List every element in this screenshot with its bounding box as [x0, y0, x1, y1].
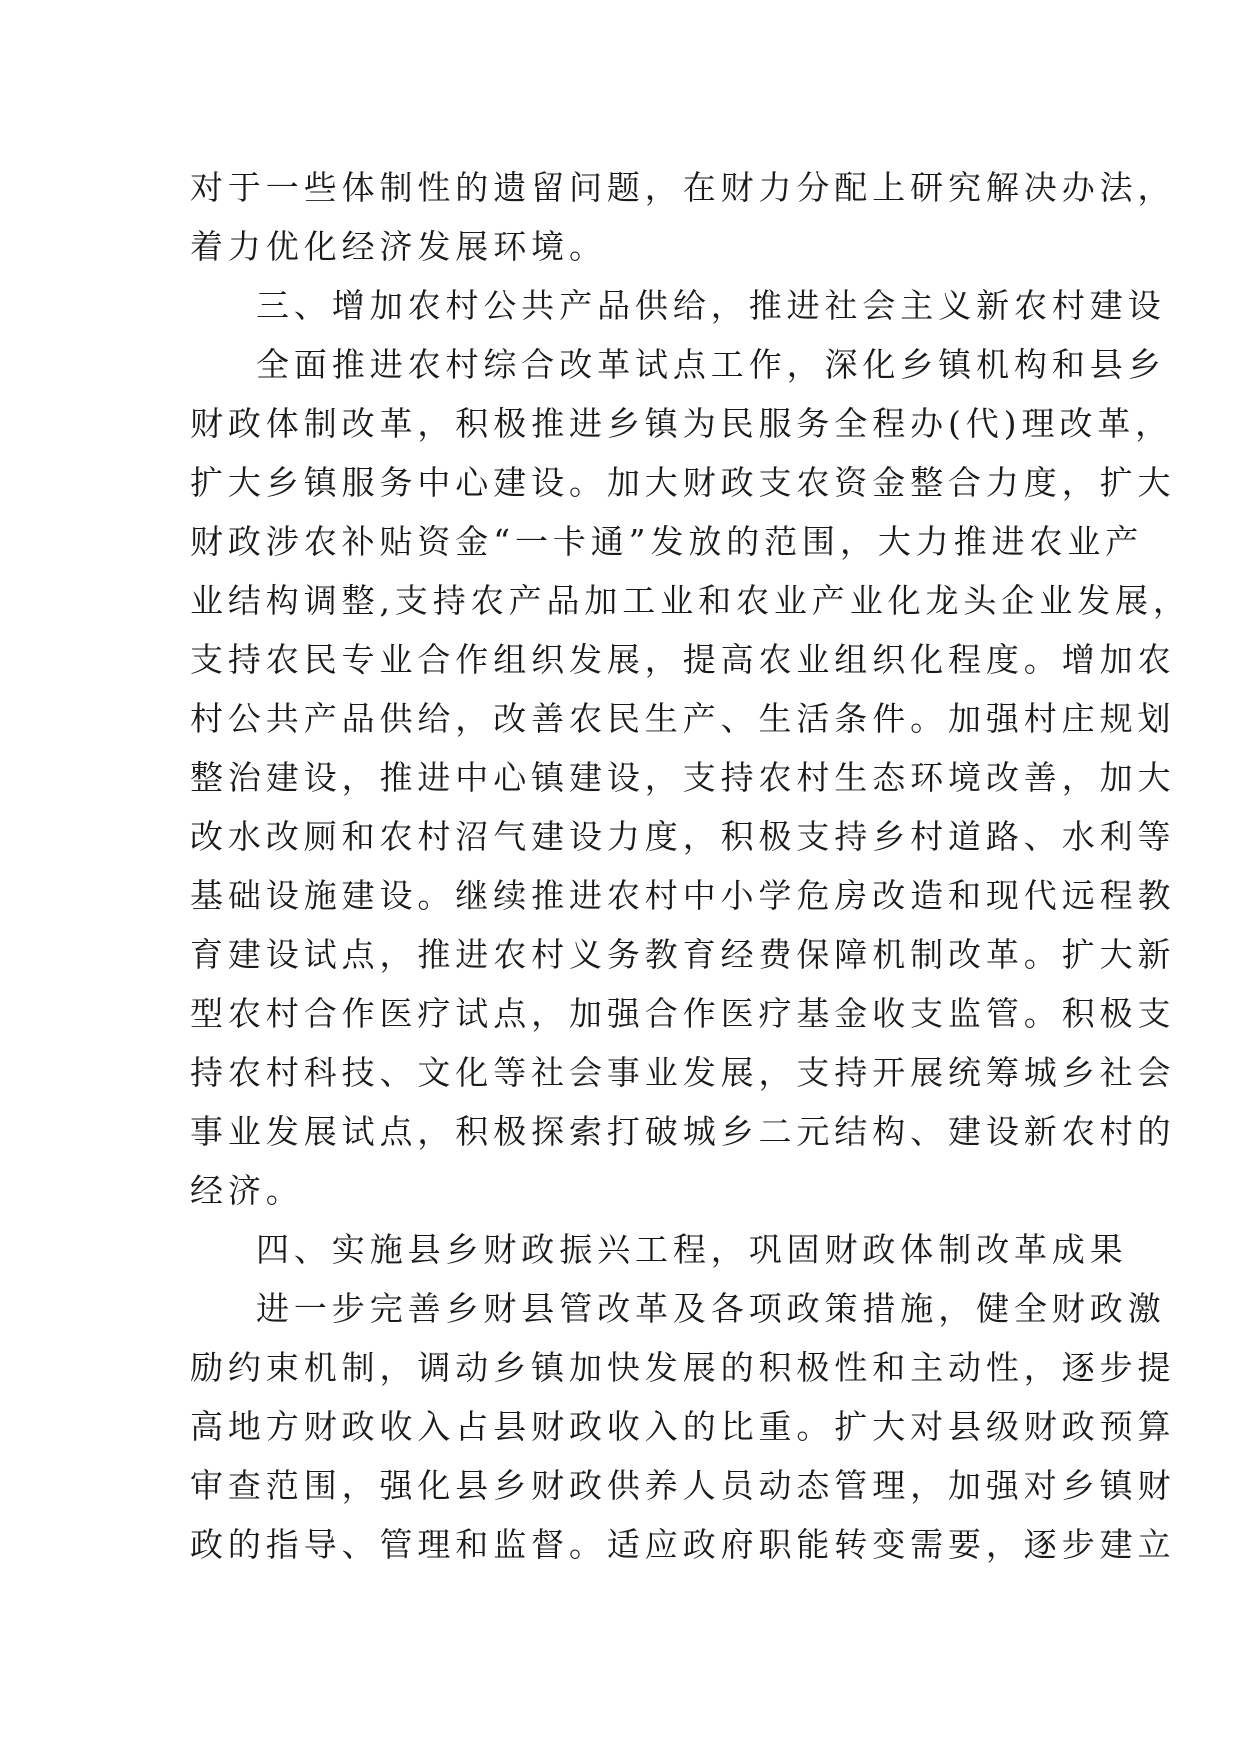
section-heading-4: 四、实施县乡财政振兴工程，巩固财政体制改革成果 [256, 1230, 1128, 1269]
document-body [190, 158, 1191, 1574]
paragraph-start: 全面推进农村综合改革试点工作，深化乡镇机构和县乡 [256, 345, 1166, 384]
text-line: 政的指导、管理和监督。适应政府职能转变需要，逐步建立 [190, 1525, 1176, 1564]
text-line: 事业发展试点，积极探索打破城乡二元结构、建设新农村的 [190, 1112, 1176, 1151]
paragraph-start: 进一步完善乡财县管改革及各项政策措施，健全财政激 [256, 1289, 1166, 1328]
text-line: 扩大乡镇服务中心建设。加大财政支农资金整合力度，扩大 [190, 463, 1176, 502]
text-line: 持农村科技、文化等社会事业发展，支持开展统筹城乡社会 [190, 1053, 1176, 1092]
text-line: 财政体制改革，积极推进乡镇为民服务全程办(代)理改革， [190, 404, 1174, 443]
text-line: 支持农民专业合作组织发展，提高农业组织化程度。增加农 [190, 640, 1176, 679]
text-line: 着力优化经济发展环境。 [190, 227, 607, 266]
text-line: 对于一些体制性的遗留问题，在财力分配上研究解决办法， [190, 168, 1176, 207]
text-line: 村公共产品供给，改善农民生产、生活条件。加强村庄规划 [190, 699, 1176, 738]
text-line: 审查范围，强化县乡财政供养人员动态管理，加强对乡镇财 [190, 1466, 1176, 1505]
text-line: 育建设试点，推进农村义务教育经费保障机制改革。扩大新 [190, 935, 1176, 974]
text-line: 基础设施建设。继续推进农村中小学危房改造和现代远程教 [190, 876, 1176, 915]
text-line: 业结构调整,支持农产品加工业和农业产业化龙头企业发展， [190, 581, 1191, 620]
text-line: 改水改厕和农村沼气建设力度，积极支持乡村道路、水利等 [190, 817, 1176, 856]
text-line: 整治建设，推进中心镇建设，支持农村生态环境改善，加大 [190, 758, 1176, 797]
text-line: 励约束机制，调动乡镇加快发展的积极性和主动性，逐步提 [190, 1348, 1176, 1387]
text-line: 型农村合作医疗试点，加强合作医疗基金收支监管。积极支 [190, 994, 1176, 1033]
section-heading-3: 三、增加农村公共产品供给，推进社会主义新农村建设 [256, 286, 1166, 325]
text-line: 经济。 [190, 1171, 304, 1210]
text-line: 财政涉农补贴资金“一卡通”发放的范围，大力推进农业产 [190, 522, 1144, 561]
text-line: 高地方财政收入占县财政收入的比重。扩大对县级财政预算 [190, 1407, 1176, 1446]
